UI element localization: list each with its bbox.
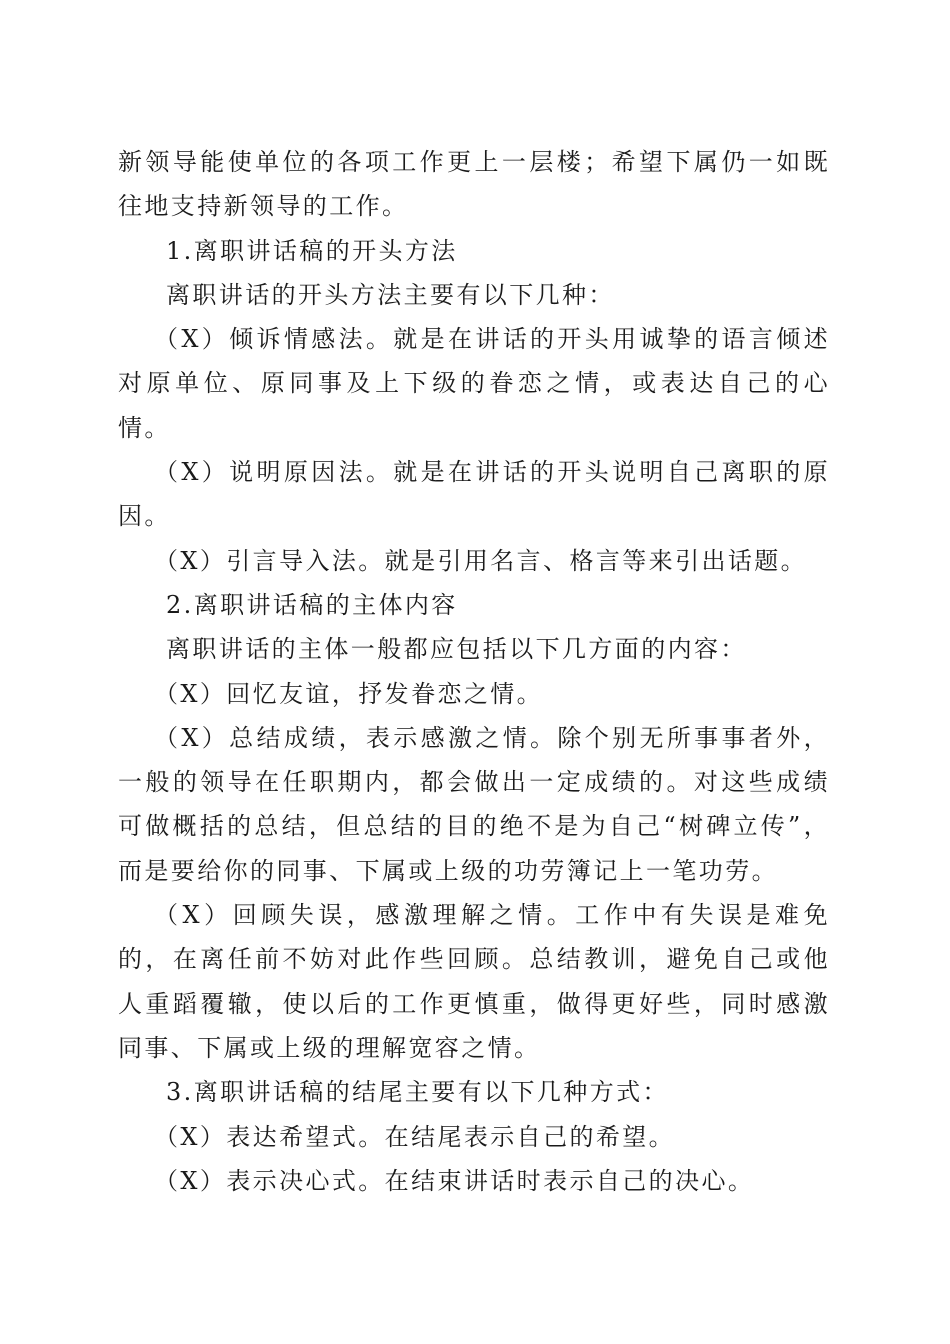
section-heading-main-content: 2.离职讲话稿的主体内容 (166, 590, 458, 619)
paragraph-continuation: 新领导能使单位的各项工作更上一层楼；希望下属仍一如既往地支持新领导的工作。 (118, 148, 830, 221)
section-heading-opening-methods: 1.离职讲话稿的开头方法 (166, 236, 458, 265)
list-item-resolve-ending: （X）表示决心式。在结束讲话时表示自己的决心。 (154, 1166, 755, 1195)
document-body (118, 140, 830, 1203)
section-heading-ending-methods: 3.离职讲话稿的结尾主要有以下几种方式： (166, 1078, 669, 1107)
paragraph-main-intro: 离职讲话的主体一般都应包括以下几方面的内容： (166, 635, 747, 664)
list-item-achievements: （X）总结成绩，表示感激之情。除个别无所事事者外，一般的领导在任职期内，都会做出一定成绩的。对这些成绩可做概括的总结，但总结的目的绝不是为自己“树碑立传”，而是要给你的同事、下属或上级的功劳簿记上一笔功劳。 (118, 723, 830, 885)
list-item-mistakes: （X）回顾失误，感激理解之情。工作中有失误是难免的，在离任前不妨对此作些回顾。总结教训，避免自己或他人重蹈覆辙，使以后的工作更慎重，做得更好些，同时感激同事、下属或上级的理解宽容之情。 (118, 901, 830, 1062)
list-item-emotion-method: （X）倾诉情感法。就是在讲话的开头用诚挚的语言倾述对原单位、原同事及上下级的眷恋之情，或表达自己的心情。 (118, 325, 830, 442)
paragraph-opening-intro: 离职讲话的开头方法主要有以下几种： (166, 280, 615, 309)
list-item-hope-ending: （X）表达希望式。在结尾表示自己的希望。 (154, 1122, 676, 1151)
list-item-reason-method: （X）说明原因法。就是在讲话的开头说明自己离职的原因。 (118, 458, 830, 531)
list-item-friendship: （X）回忆友谊，抒发眷恋之情。 (154, 679, 544, 708)
list-item-quote-method: （X）引言导入法。就是引用名言、格言等来引出话题。 (154, 546, 808, 575)
